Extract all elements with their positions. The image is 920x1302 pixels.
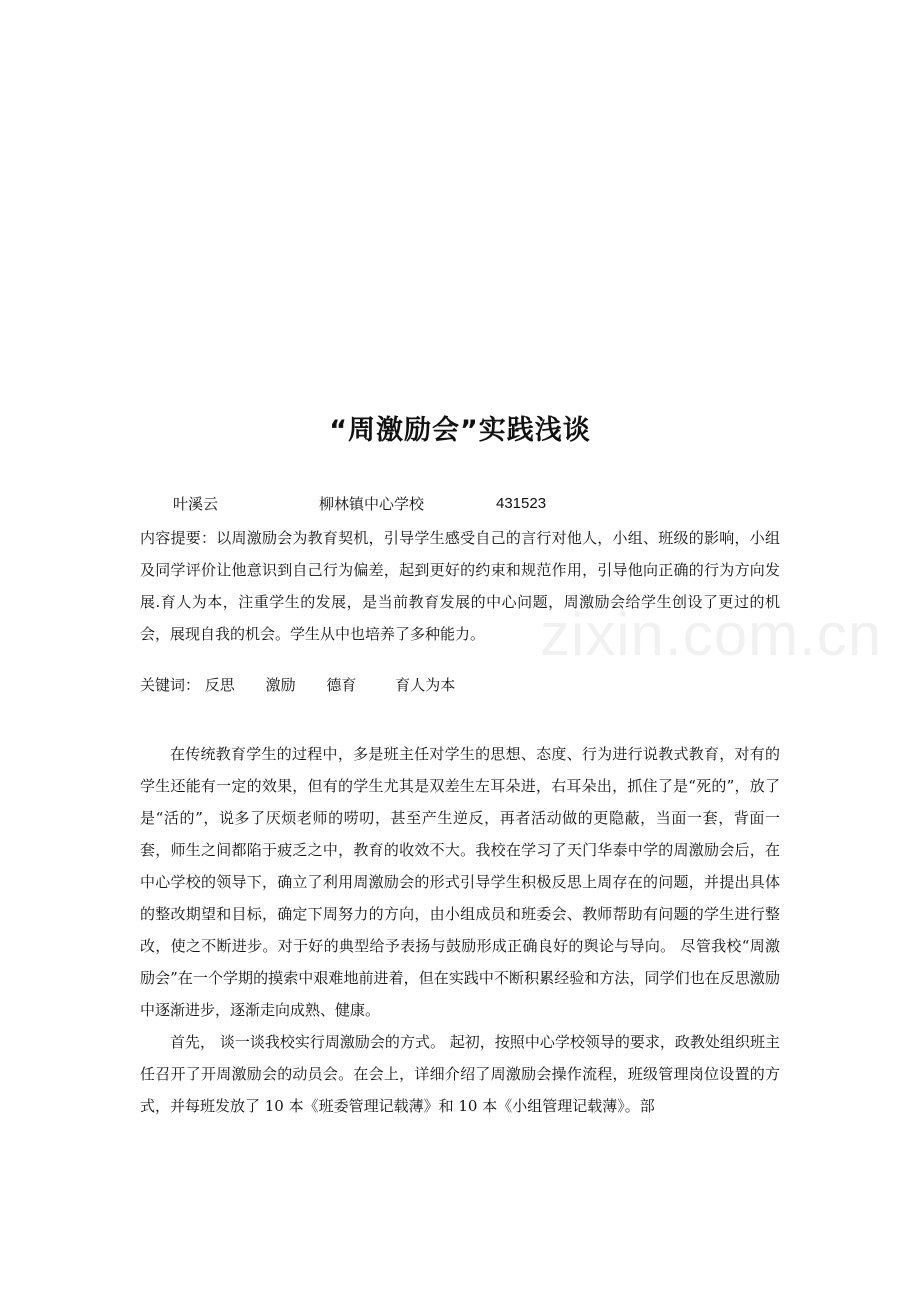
keywords [140, 669, 455, 701]
keyword-item: 德育 [326, 676, 357, 694]
document-title: “周激励会”实践浅谈 [329, 415, 591, 446]
paragraph: 在传统教育学生的过程中，多是班主任对学生的思想、态度、行为进行说教式教育，对有的学生还能有一定的效果，但有的学生尤其是双差生左耳朵进，右耳朵出，抓住了是“死的”，放了是“活的”，说多了厌烦老师的唠叨，甚至产生逆反，再者活动做的更隐蔽，当面一套，背面一套，师生之间都陷于疲乏之中，教育的收效不大。我校在学习了天门华泰中学的周激励会后，在中心学校的领导下，确立了利用周激励会的形式引导学生积极反思上周存在的问题，并提出具体的整改期望和目标，确定下周努力的方向，由小组成员和班委会、教师帮助有问题的学生进行整改，使之不断进步。对于好的典型给予表扬与鼓励形成正确良好的舆论与导向。 尽管我校“周激励会”在一个学期的摸索中艰难地前进着，但在实践中不断积累经验和方法，同学们也在反思激励中逐渐进步，逐渐走向成熟、健康。 [140, 745, 780, 1019]
keywords-label: 关键词： [140, 676, 201, 694]
main-body [140, 738, 780, 1122]
author-name: 叶溪云 [173, 495, 219, 513]
keyword-item: 激励 [265, 676, 296, 694]
keyword-item: 反思 [204, 676, 235, 694]
school-name: 柳林镇中心学校 [319, 495, 425, 513]
abstract: 内容提要：以周激励会为教育契机，引导学生感受自己的言行对他人，小组、班级的影响，小组及同学评价让他意识到自己行为偏差，起到更好的约束和规范作用，引导他向正确的行为方向发展.育人为本，注重学生的发展，是当前教育发展的中心问题，周激励会给学生创设了更过的机会，展现自我的机会。学生从中也培养了多种能力。 [140, 529, 780, 643]
postcode: 431523 [496, 495, 547, 512]
keyword-item: 育人为本 [395, 676, 456, 694]
watermark: zixin.com.cn [540, 601, 883, 668]
paragraph: 首先， 谈一谈我校实行周激励会的方式。 起初，按照中心学校领导的要求，政教处组织班主任召开了开周激励会的动员会。在会上，详细介绍了周激励会操作流程，班级管理岗位设置的方式，并每班发放了 10 本《班委管理记载薄》和 10 本《小组管理记载薄》。部 [140, 1033, 780, 1115]
